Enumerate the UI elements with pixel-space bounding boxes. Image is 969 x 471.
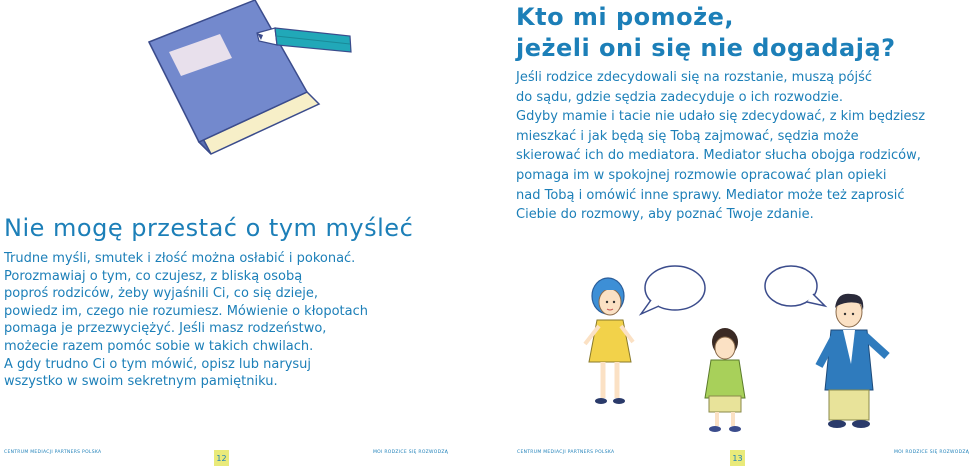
page-heading (516, 2, 896, 64)
body-line: pomaga im w spokojnej rozmowie opracować plan opieki (516, 167, 887, 183)
body-text (4, 250, 474, 391)
body-line: wszystko w swoim sekretnym pamiętniku. (4, 374, 278, 390)
body-line: mieszkać i jak będą się Tobą zajmować, sędzia może (516, 128, 859, 144)
father-figure (819, 294, 887, 428)
body-line: poproś rodziców, żeby wyjaśnili Ci, co się dzieje, (4, 286, 318, 302)
footer-publisher: CENTRUM MEDIACJI PARTNERS POLSKA (4, 450, 102, 455)
body-line: powiedz im, czego nie rozumiesz. Mówienie o kłopotach (4, 303, 369, 319)
notebook-illustration (145, 0, 375, 170)
page-number: 12 (214, 450, 229, 466)
heading-line: jeżeli oni się nie dogadają? (516, 34, 896, 62)
speech-bubble-icon (641, 266, 705, 314)
body-line: A gdy trudno Ci o tym mówić, opisz lub narysuj (4, 356, 312, 372)
page-heading: Nie mogę przestać o tym myśleć (4, 214, 414, 242)
body-text (516, 68, 956, 225)
body-line: do sądu, gdzie sędzia zadecyduje o ich rozwodzie. (516, 89, 844, 105)
footer-book-title: MOI RODZICE SIĘ ROZWODZĄ (894, 450, 969, 455)
body-line: Trudne myśli, smutek i złość można osłabić i pokonać. (4, 251, 356, 266)
body-line: Jeśli rodzice zdecydowali się na rozstanie, muszą pójść (516, 70, 872, 85)
body-line: pomaga je przezwyciężyć. Jeśli masz rodzeństwo, (4, 321, 327, 337)
page-number: 13 (730, 450, 745, 466)
body-line: możecie razem pomóc sobie w takich chwilach. (4, 338, 314, 354)
heading-line: Kto mi pomoże, (516, 3, 735, 31)
body-line: Ciebie do rozmowy, aby poznać Twoje zdanie. (516, 207, 814, 223)
right-page (480, 0, 969, 471)
speech-bubble-icon (765, 266, 825, 306)
footer-publisher: CENTRUM MEDIACJI PARTNERS POLSKA (517, 450, 615, 455)
family-illustration (575, 260, 945, 435)
body-line: Gdyby mamie i tacie nie udało się zdecydować, z kim będziesz (516, 109, 926, 125)
child-figure (705, 328, 745, 432)
body-line: Porozmawiaj o tym, co czujesz, z bliską osobą (4, 268, 303, 284)
body-line: nad Tobą i omówić inne sprawy. Mediator może też zaprosić (516, 187, 905, 203)
mother-figure (585, 278, 633, 404)
left-page (0, 0, 479, 471)
body-line: skierować ich do mediatora. Mediator słucha obojga rodziców, (516, 148, 921, 164)
footer-book-title: MOI RODZICE SIĘ ROZWODZĄ (373, 450, 449, 455)
